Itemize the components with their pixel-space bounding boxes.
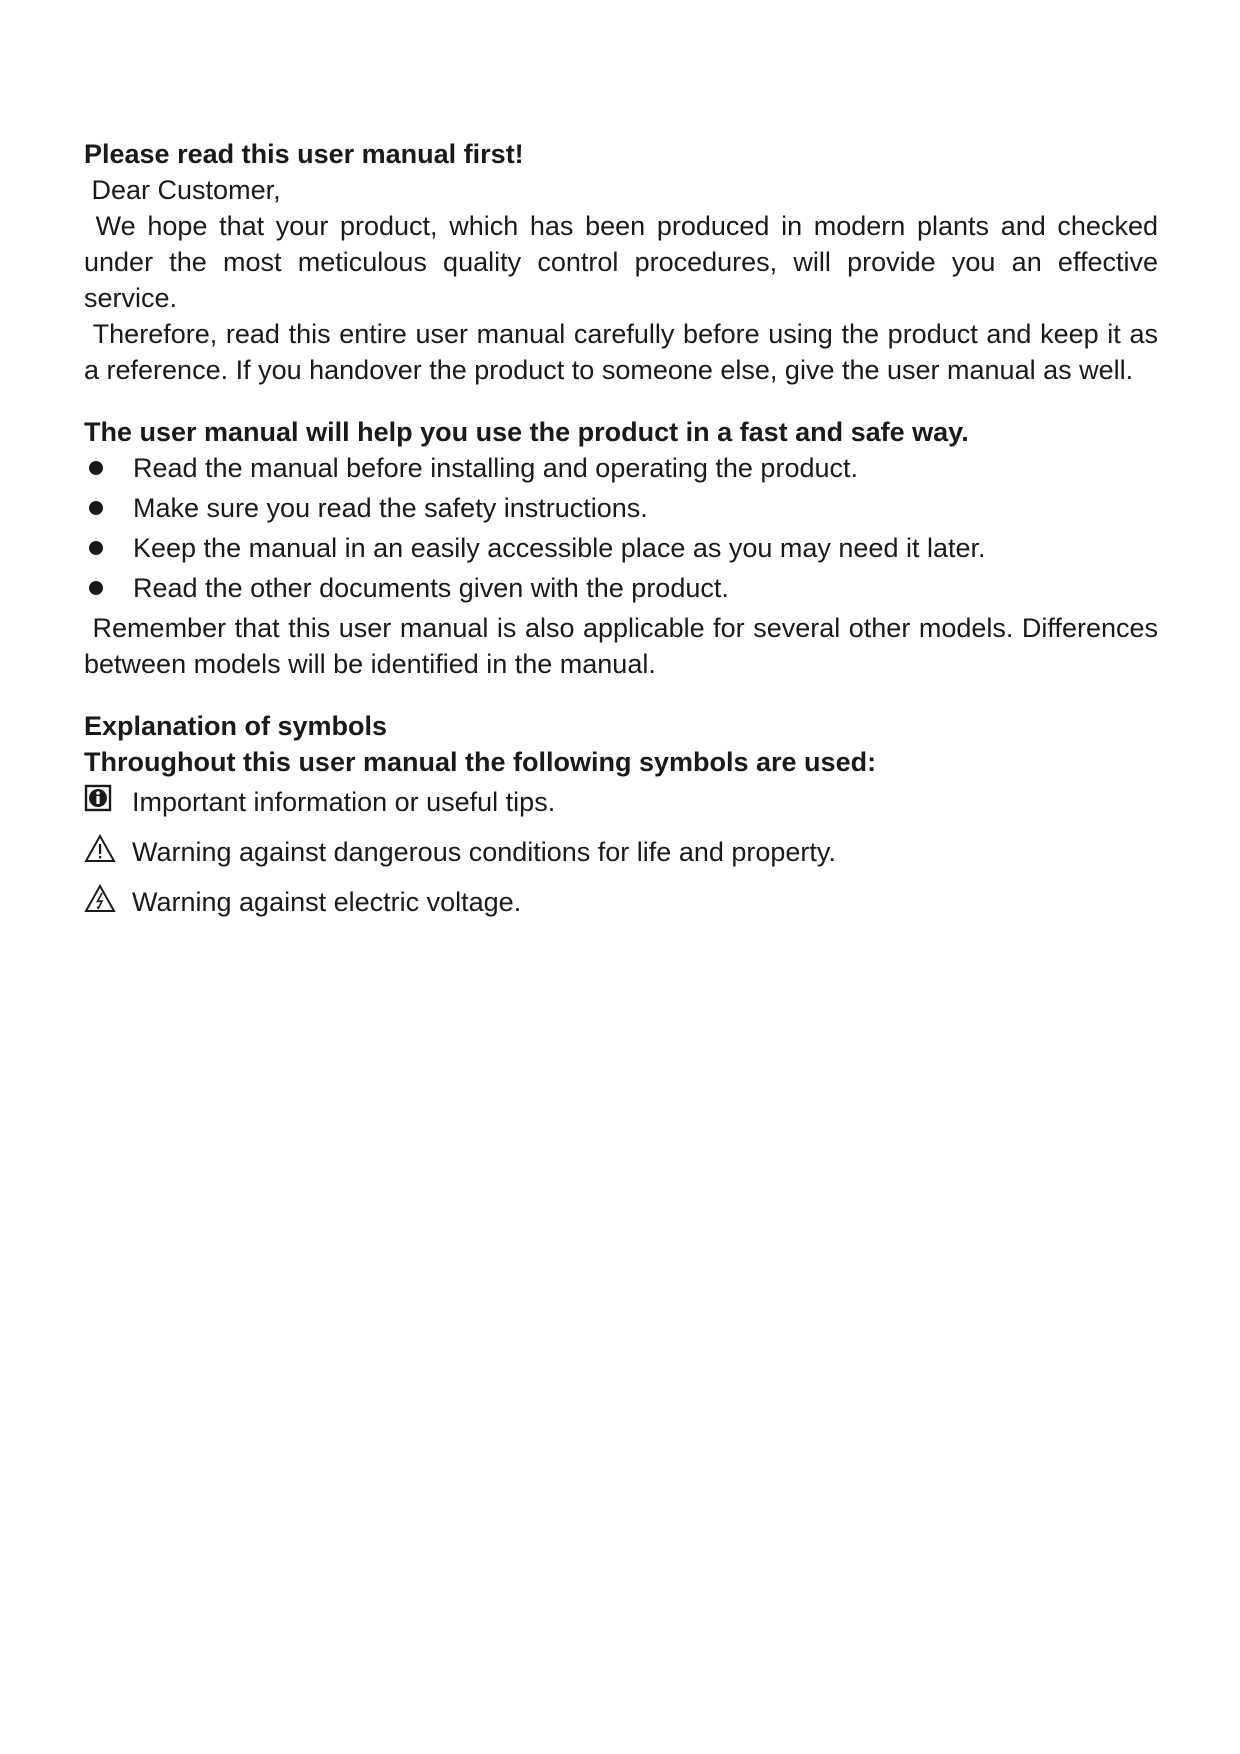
symbol-row-info	[84, 784, 1158, 834]
symbols-heading: Explanation of symbols	[84, 711, 388, 741]
greeting	[84, 172, 1158, 208]
list-item	[84, 570, 1158, 610]
bullet-text: Make sure you read the safety instructions.	[133, 493, 648, 523]
manual-page	[84, 136, 1158, 934]
bullet-icon	[89, 501, 103, 515]
intro-heading: Please read this user manual first!	[84, 139, 524, 169]
symbols-list	[84, 784, 1158, 934]
list-item	[84, 490, 1158, 530]
bullet-icon	[89, 541, 103, 555]
intro-paragraph-2	[84, 316, 1158, 388]
intro-paragraph-1-text: We hope that your product, which has been produced in modern plants and checked under the most meticulous quality control procedures, will provide you an effective service.	[84, 211, 1158, 313]
bullet-text: Read the other documents given with the product.	[133, 573, 729, 603]
bullet-text: Read the manual before installing and operating the product.	[133, 453, 858, 483]
intro-paragraph-2-text: Therefore, read this entire user manual carefully before using the product and keep it as a reference. If you handover the product to someone else, give the user manual as well.	[84, 319, 1158, 385]
list-item	[84, 450, 1158, 490]
bullet-icon	[89, 461, 103, 475]
symbol-row-electric	[84, 884, 1158, 934]
symbol-text: Warning against electric voltage.	[132, 887, 522, 917]
warning-icon	[84, 834, 116, 866]
list-item	[84, 530, 1158, 570]
models-note	[84, 610, 1158, 682]
symbol-text: Warning against dangerous conditions for life and property.	[132, 837, 836, 867]
info-icon	[84, 784, 116, 816]
electric-warning-icon	[84, 884, 116, 916]
help-bullet-list	[84, 450, 1158, 610]
intro-paragraph-1	[84, 208, 1158, 316]
greeting-text: Dear Customer,	[91, 175, 281, 205]
help-heading: The user manual will help you use the product in a fast and safe way.	[84, 417, 969, 447]
bullet-text: Keep the manual in an easily accessible place as you may need it later.	[133, 533, 986, 563]
models-note-text: Remember that this user manual is also applicable for several other models. Differences between models will be identified in the manual.	[84, 613, 1158, 679]
symbol-text: Important information or useful tips.	[132, 787, 556, 817]
symbols-subheading: Throughout this user manual the following symbols are used:	[84, 747, 877, 777]
symbol-row-warning	[84, 834, 1158, 884]
bullet-icon	[89, 581, 103, 595]
